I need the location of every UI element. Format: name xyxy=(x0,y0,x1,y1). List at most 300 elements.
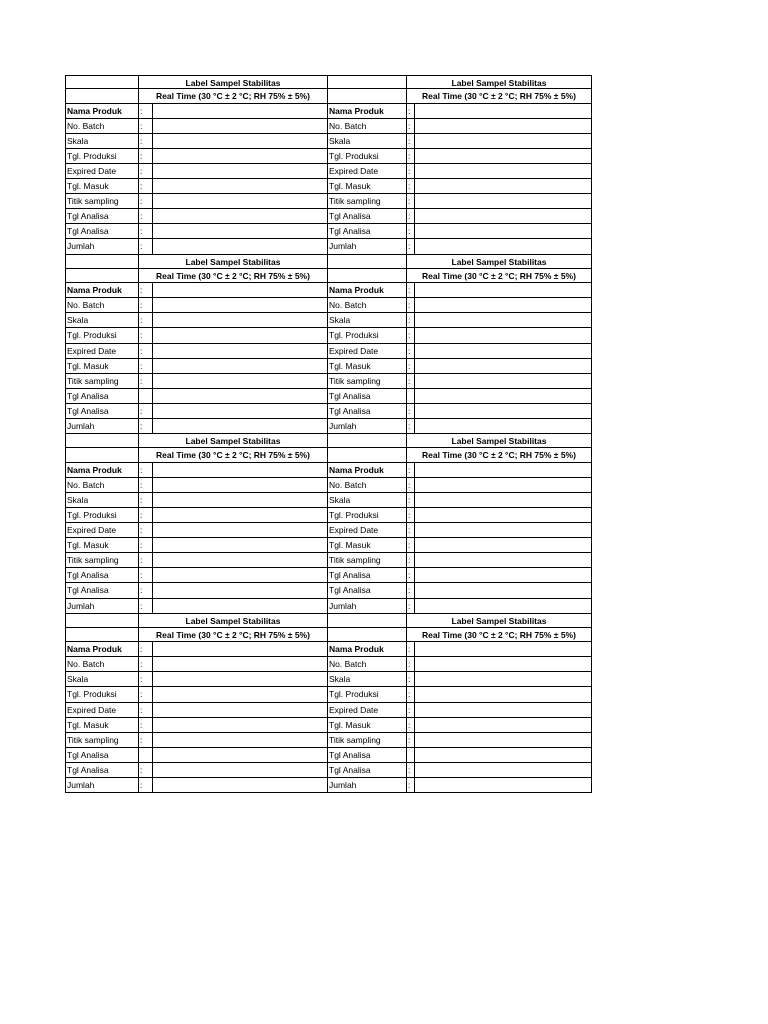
field-label: Tgl Analisa xyxy=(65,568,138,583)
value-cell xyxy=(414,748,592,763)
label-subtitle: Real Time (30 °C ± 2 °C; RH 75% ± 5%) xyxy=(406,628,592,642)
value-cell xyxy=(414,778,592,793)
colon-cell: : xyxy=(406,179,414,194)
value-cell xyxy=(414,493,592,508)
value-cell xyxy=(414,733,592,748)
label-title: Label Sampel Stabilitas xyxy=(138,614,327,628)
value-cell xyxy=(152,209,327,224)
value-cell xyxy=(414,119,592,134)
colon-cell: : xyxy=(406,149,414,164)
field-row xyxy=(65,328,592,343)
value-cell xyxy=(152,194,327,209)
colon-cell: : xyxy=(406,134,414,149)
field-label: Titik sampling xyxy=(65,733,138,748)
field-label: Tgl Analisa xyxy=(65,583,138,598)
value-cell xyxy=(152,538,327,553)
field-row xyxy=(65,538,592,553)
value-cell xyxy=(414,328,592,343)
value-cell xyxy=(414,313,592,328)
colon-cell: : xyxy=(138,224,152,239)
field-label: Tgl. Masuk xyxy=(65,718,138,733)
colon-cell: : xyxy=(406,763,414,778)
value-cell xyxy=(414,523,592,538)
field-label: Skala xyxy=(327,134,406,149)
field-row xyxy=(65,748,592,763)
field-label: Titik sampling xyxy=(327,553,406,568)
value-cell xyxy=(152,224,327,239)
empty-cell xyxy=(327,89,406,103)
field-label: Skala xyxy=(327,313,406,328)
field-row xyxy=(65,224,592,239)
value-cell xyxy=(152,763,327,778)
value-cell xyxy=(152,359,327,374)
value-cell xyxy=(152,508,327,523)
field-label: No. Batch xyxy=(327,478,406,493)
colon-cell: : xyxy=(138,553,152,568)
field-row xyxy=(65,313,592,328)
field-label: Tgl. Produksi xyxy=(65,508,138,523)
field-label: Expired Date xyxy=(65,164,138,179)
field-row xyxy=(65,508,592,523)
colon-cell: : xyxy=(138,583,152,598)
field-row xyxy=(65,209,592,224)
field-row xyxy=(65,703,592,718)
field-label: Tgl. Produksi xyxy=(65,149,138,164)
colon-cell: : xyxy=(406,224,414,239)
field-label: Tgl Analisa xyxy=(327,748,406,763)
field-label: Tgl. Masuk xyxy=(65,179,138,194)
value-cell xyxy=(152,478,327,493)
value-cell xyxy=(414,224,592,239)
value-cell xyxy=(152,389,327,404)
empty-cell xyxy=(65,448,138,462)
field-label: Titik sampling xyxy=(65,553,138,568)
colon-cell xyxy=(138,748,152,763)
field-label: No. Batch xyxy=(65,657,138,672)
field-label: Nama Produk xyxy=(327,642,406,657)
field-label: Nama Produk xyxy=(65,642,138,657)
field-label: No. Batch xyxy=(327,298,406,313)
value-cell xyxy=(414,463,592,478)
field-label: Jumlah xyxy=(65,778,138,793)
value-cell xyxy=(152,687,327,702)
value-cell xyxy=(414,718,592,733)
field-label: Skala xyxy=(65,134,138,149)
colon-cell: : xyxy=(406,463,414,478)
colon-cell: : xyxy=(138,194,152,209)
colon-cell: : xyxy=(138,313,152,328)
field-row xyxy=(65,179,592,194)
colon-cell: : xyxy=(138,298,152,313)
value-cell xyxy=(152,344,327,359)
colon-cell: : xyxy=(406,328,414,343)
colon-cell: : xyxy=(406,298,414,313)
field-label: Tgl Analisa xyxy=(327,763,406,778)
field-label: Expired Date xyxy=(65,703,138,718)
colon-cell: : xyxy=(138,538,152,553)
value-cell xyxy=(152,179,327,194)
label-subtitle: Real Time (30 °C ± 2 °C; RH 75% ± 5%) xyxy=(406,89,592,103)
field-row xyxy=(65,119,592,134)
field-label: No. Batch xyxy=(65,298,138,313)
colon-cell: : xyxy=(406,672,414,687)
field-label: Tgl Analisa xyxy=(65,748,138,763)
field-row xyxy=(65,374,592,389)
empty-cell xyxy=(327,628,406,642)
field-label: Tgl Analisa xyxy=(327,568,406,583)
colon-cell: : xyxy=(406,374,414,389)
field-label: Expired Date xyxy=(65,523,138,538)
colon-cell xyxy=(406,389,414,404)
field-label: Tgl Analisa xyxy=(65,404,138,419)
colon-cell: : xyxy=(138,733,152,748)
colon-cell: : xyxy=(406,404,414,419)
field-label: Tgl. Masuk xyxy=(327,179,406,194)
field-row xyxy=(65,672,592,687)
field-label: Tgl. Masuk xyxy=(327,538,406,553)
colon-cell: : xyxy=(406,718,414,733)
label-subtitle: Real Time (30 °C ± 2 °C; RH 75% ± 5%) xyxy=(138,628,327,642)
field-label: Tgl. Produksi xyxy=(65,328,138,343)
field-row xyxy=(65,687,592,702)
field-label: Tgl Analisa xyxy=(65,209,138,224)
field-label: Skala xyxy=(327,493,406,508)
field-row xyxy=(65,344,592,359)
field-label: Skala xyxy=(65,672,138,687)
value-cell xyxy=(414,134,592,149)
field-row xyxy=(65,239,592,254)
empty-cell xyxy=(65,255,138,269)
field-row xyxy=(65,493,592,508)
value-cell xyxy=(152,104,327,119)
value-cell xyxy=(152,374,327,389)
colon-cell: : xyxy=(138,239,152,254)
header-subtitle-row xyxy=(65,448,592,462)
value-cell xyxy=(414,553,592,568)
colon-cell: : xyxy=(406,778,414,793)
value-cell xyxy=(414,478,592,493)
field-row xyxy=(65,164,592,179)
field-row xyxy=(65,404,592,419)
header-subtitle-row xyxy=(65,89,592,103)
value-cell xyxy=(414,374,592,389)
field-label: Skala xyxy=(327,672,406,687)
value-cell xyxy=(414,703,592,718)
colon-cell: : xyxy=(138,778,152,793)
value-cell xyxy=(414,298,592,313)
label-title: Label Sampel Stabilitas xyxy=(406,614,592,628)
colon-cell: : xyxy=(138,568,152,583)
field-label: Titik sampling xyxy=(65,374,138,389)
empty-cell xyxy=(65,434,138,448)
colon-cell: : xyxy=(138,493,152,508)
colon-cell: : xyxy=(138,763,152,778)
value-cell xyxy=(414,104,592,119)
colon-cell: : xyxy=(406,733,414,748)
value-cell xyxy=(152,718,327,733)
value-cell xyxy=(414,642,592,657)
colon-cell: : xyxy=(138,672,152,687)
field-label: Jumlah xyxy=(327,419,406,434)
field-label: Tgl Analisa xyxy=(65,389,138,404)
label-title: Label Sampel Stabilitas xyxy=(406,75,592,89)
field-row xyxy=(65,389,592,404)
colon-cell: : xyxy=(138,523,152,538)
value-cell xyxy=(152,283,327,298)
field-label: Jumlah xyxy=(327,778,406,793)
field-label: Tgl Analisa xyxy=(65,224,138,239)
field-row xyxy=(65,568,592,583)
field-row xyxy=(65,523,592,538)
field-row xyxy=(65,657,592,672)
value-cell xyxy=(414,599,592,614)
value-cell xyxy=(152,523,327,538)
colon-cell: : xyxy=(406,119,414,134)
value-cell xyxy=(152,313,327,328)
colon-cell: : xyxy=(138,419,152,434)
value-cell xyxy=(414,239,592,254)
value-cell xyxy=(414,164,592,179)
value-cell xyxy=(152,642,327,657)
empty-cell xyxy=(65,89,138,103)
field-label: Nama Produk xyxy=(327,283,406,298)
header-title-row xyxy=(65,255,592,269)
empty-cell xyxy=(65,269,138,283)
field-label: Tgl. Masuk xyxy=(327,718,406,733)
field-label: Tgl. Masuk xyxy=(327,359,406,374)
label-title: Label Sampel Stabilitas xyxy=(406,255,592,269)
colon-cell: : xyxy=(406,164,414,179)
label-subtitle: Real Time (30 °C ± 2 °C; RH 75% ± 5%) xyxy=(138,269,327,283)
field-row xyxy=(65,642,592,657)
field-label: Titik sampling xyxy=(327,374,406,389)
field-row xyxy=(65,463,592,478)
field-label: Tgl. Masuk xyxy=(65,359,138,374)
empty-cell xyxy=(327,269,406,283)
value-cell xyxy=(152,328,327,343)
header-title-row xyxy=(65,614,592,628)
label-title: Label Sampel Stabilitas xyxy=(138,434,327,448)
colon-cell: : xyxy=(406,359,414,374)
value-cell xyxy=(152,164,327,179)
label-title: Label Sampel Stabilitas xyxy=(406,434,592,448)
value-cell xyxy=(152,568,327,583)
colon-cell: : xyxy=(138,599,152,614)
empty-cell xyxy=(327,614,406,628)
colon-cell: : xyxy=(406,194,414,209)
field-label: Tgl Analisa xyxy=(327,209,406,224)
colon-cell: : xyxy=(138,404,152,419)
value-cell xyxy=(152,583,327,598)
field-label: Jumlah xyxy=(65,419,138,434)
field-row xyxy=(65,298,592,313)
field-label: Expired Date xyxy=(327,703,406,718)
field-row xyxy=(65,599,592,614)
colon-cell: : xyxy=(406,313,414,328)
empty-cell xyxy=(65,628,138,642)
value-cell xyxy=(414,508,592,523)
colon-cell: : xyxy=(138,463,152,478)
value-cell xyxy=(152,778,327,793)
colon-cell: : xyxy=(138,344,152,359)
field-label: Tgl Analisa xyxy=(65,763,138,778)
value-cell xyxy=(414,672,592,687)
value-cell xyxy=(152,748,327,763)
field-label: Tgl. Produksi xyxy=(327,149,406,164)
field-label: Jumlah xyxy=(327,239,406,254)
value-cell xyxy=(152,703,327,718)
field-label: Tgl Analisa xyxy=(327,224,406,239)
label-block xyxy=(65,614,592,794)
field-label: Jumlah xyxy=(65,599,138,614)
colon-cell: : xyxy=(138,104,152,119)
field-label: Jumlah xyxy=(65,239,138,254)
value-cell xyxy=(414,179,592,194)
colon-cell: : xyxy=(406,209,414,224)
label-subtitle: Real Time (30 °C ± 2 °C; RH 75% ± 5%) xyxy=(138,89,327,103)
header-subtitle-row xyxy=(65,628,592,642)
value-cell xyxy=(414,359,592,374)
empty-cell xyxy=(327,448,406,462)
value-cell xyxy=(414,687,592,702)
label-subtitle: Real Time (30 °C ± 2 °C; RH 75% ± 5%) xyxy=(406,448,592,462)
value-cell xyxy=(152,599,327,614)
colon-cell: : xyxy=(138,164,152,179)
field-row xyxy=(65,283,592,298)
field-row xyxy=(65,134,592,149)
field-label: Tgl Analisa xyxy=(327,389,406,404)
value-cell xyxy=(414,209,592,224)
field-row xyxy=(65,194,592,209)
colon-cell: : xyxy=(406,478,414,493)
stability-label-sheet xyxy=(65,75,592,793)
field-label: Tgl. Produksi xyxy=(65,687,138,702)
value-cell xyxy=(414,583,592,598)
empty-cell xyxy=(327,75,406,89)
colon-cell: : xyxy=(138,119,152,134)
label-block xyxy=(65,434,592,614)
field-label: Nama Produk xyxy=(65,463,138,478)
colon-cell: : xyxy=(406,553,414,568)
value-cell xyxy=(414,763,592,778)
colon-cell: : xyxy=(138,328,152,343)
header-subtitle-row xyxy=(65,269,592,283)
colon-cell: : xyxy=(406,104,414,119)
colon-cell: : xyxy=(138,687,152,702)
field-label: Tgl. Masuk xyxy=(65,538,138,553)
value-cell xyxy=(414,404,592,419)
field-label: No. Batch xyxy=(327,119,406,134)
field-label: No. Batch xyxy=(65,478,138,493)
value-cell xyxy=(152,298,327,313)
field-label: Tgl. Produksi xyxy=(327,508,406,523)
field-label: Tgl Analisa xyxy=(327,404,406,419)
field-row xyxy=(65,763,592,778)
field-label: Expired Date xyxy=(65,344,138,359)
colon-cell: : xyxy=(138,283,152,298)
field-row xyxy=(65,778,592,793)
value-cell xyxy=(152,672,327,687)
field-label: Expired Date xyxy=(327,164,406,179)
field-label: Tgl Analisa xyxy=(327,583,406,598)
label-subtitle: Real Time (30 °C ± 2 °C; RH 75% ± 5%) xyxy=(406,269,592,283)
field-label: Tgl. Produksi xyxy=(327,328,406,343)
colon-cell: : xyxy=(138,359,152,374)
field-label: Nama Produk xyxy=(327,463,406,478)
value-cell xyxy=(152,239,327,254)
colon-cell: : xyxy=(138,478,152,493)
label-block xyxy=(65,75,592,255)
field-label: Nama Produk xyxy=(65,283,138,298)
field-label: Nama Produk xyxy=(327,104,406,119)
field-row xyxy=(65,104,592,119)
colon-cell: : xyxy=(406,703,414,718)
empty-cell xyxy=(65,614,138,628)
colon-cell: : xyxy=(406,523,414,538)
field-label: Expired Date xyxy=(327,344,406,359)
value-cell xyxy=(414,538,592,553)
field-label: Jumlah xyxy=(327,599,406,614)
value-cell xyxy=(152,463,327,478)
field-row xyxy=(65,553,592,568)
colon-cell: : xyxy=(406,642,414,657)
colon-cell: : xyxy=(138,703,152,718)
value-cell xyxy=(414,344,592,359)
colon-cell xyxy=(406,748,414,763)
value-cell xyxy=(152,404,327,419)
value-cell xyxy=(414,389,592,404)
field-row xyxy=(65,718,592,733)
colon-cell: : xyxy=(406,657,414,672)
empty-cell xyxy=(65,75,138,89)
value-cell xyxy=(152,419,327,434)
colon-cell: : xyxy=(138,718,152,733)
colon-cell: : xyxy=(406,599,414,614)
field-label: Skala xyxy=(65,493,138,508)
empty-cell xyxy=(327,434,406,448)
colon-cell: : xyxy=(406,283,414,298)
field-label: No. Batch xyxy=(327,657,406,672)
field-label: Titik sampling xyxy=(327,194,406,209)
value-cell xyxy=(152,119,327,134)
field-row xyxy=(65,733,592,748)
value-cell xyxy=(152,733,327,748)
value-cell xyxy=(414,568,592,583)
field-label: Titik sampling xyxy=(327,733,406,748)
header-title-row xyxy=(65,75,592,89)
colon-cell: : xyxy=(406,568,414,583)
field-label: Expired Date xyxy=(327,523,406,538)
colon-cell: : xyxy=(406,687,414,702)
colon-cell xyxy=(138,389,152,404)
field-label: Titik sampling xyxy=(65,194,138,209)
value-cell xyxy=(152,149,327,164)
field-row xyxy=(65,359,592,374)
colon-cell: : xyxy=(138,508,152,523)
empty-cell xyxy=(327,255,406,269)
value-cell xyxy=(414,283,592,298)
label-title: Label Sampel Stabilitas xyxy=(138,75,327,89)
field-row xyxy=(65,419,592,434)
colon-cell: : xyxy=(406,344,414,359)
colon-cell: : xyxy=(406,508,414,523)
colon-cell: : xyxy=(138,209,152,224)
colon-cell: : xyxy=(138,657,152,672)
value-cell xyxy=(152,493,327,508)
field-label: Nama Produk xyxy=(65,104,138,119)
value-cell xyxy=(414,194,592,209)
value-cell xyxy=(414,149,592,164)
